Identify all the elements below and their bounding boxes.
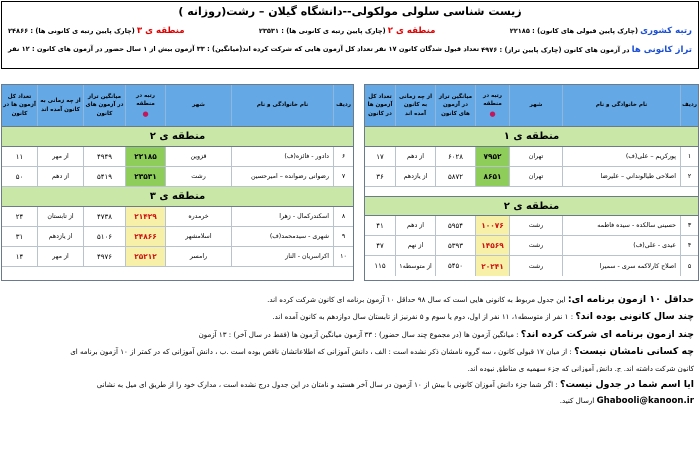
table-header (2, 85, 353, 127)
page-title: زیست شناسی سلولی مولکولی--دانشگاه گیلان – رشت(روزانه ) (178, 5, 522, 18)
notes-section (4, 295, 694, 414)
col-rank: رتبه در منطقه ● (125, 85, 165, 126)
col-name: نام خانوادگی و نام (562, 85, 680, 126)
table-row: ۲ اصلاحی طیالونداني – علیرضا تهران ۸۶۵۱ ۵۸۷۲ از یازدهم ۳۶ (365, 167, 698, 187)
table-row: ۷ رضوانی رضوانده – امیرحسین رشت ۲۳۵۳۱ ۵۴۱۹ از دهم ۵۰ (2, 167, 353, 187)
table-row: ۸ اسکندرکمال - زهرا خرمدره ۲۱۴۲۹ ۴۷۳۸ از تابستان ۲۴ (2, 207, 353, 227)
note-not-listed: آیا اسم شما در جدول نیست؟ : اگر شما جزء دانش آموزان کانونی با بیش از ۱۰ آزمون در سال آخر هستید و نامتان در این جدول درج نشده است ، مدارک خود را از طریق ای میل به نشانی Ghabooli@kanoon.ir ارسال کنید. (96, 379, 694, 406)
national-rank: رتبه کشوری (چارک پایین قبولی های کانون) : ۲۲۱۸۵ (509, 26, 692, 36)
col-taraz: میانگین تراز در آزمون های کانون (435, 85, 475, 126)
col-city: شهر (165, 85, 231, 126)
table-row: ۵ اصلاح کارلاکمه سری - سمیرا رشت ۲۰۲۴۱ ۵۴۵۰ از متوسطه۱ ۱۱۵ (365, 256, 698, 276)
avg-exams: تعداد کل آزمون هایی که شرکت کرده اند(میانگین) : ۳۳ آزمون (174, 45, 373, 53)
note-min-exams: حداقل ۱۰ آزمون برنامه ای: این جدول مربوط به کانونی هایی است که سال ۹۸ حداقل ۱۰ آزمون برنامه ای کانون شرکت کرده اند. (267, 295, 694, 305)
results-table-left (1, 84, 354, 281)
region2-rank: منطقه ی ۲ (چارک پایین رتبه ی کانونی ها) : ۲۳۵۳۱ (258, 26, 436, 36)
table-row: ۹ شهری - سیدمحمد(ف) اسلامشهر ۲۴۸۶۶ ۵۱۰۶ از یازدهم ۳۱ (2, 227, 353, 247)
taraz-summary: تراز کانونی ها در آزمون های کانون (چارک پایین تراز) : ۴۹۷۶ (481, 45, 692, 55)
col-idx: ردیف (333, 85, 353, 126)
table-row: ۳ حسینی سالکده - سیده فاطمه رشت ۱۰۰۷۶ ۵۹۵۴ از دهم ۴۱ (365, 216, 698, 236)
col-count: تعداد کل آزمون ها در کانون (367, 94, 393, 117)
results-table-right (364, 84, 699, 281)
table-row: ۶ دادور - فائزه(ف) قزوین ۲۲۱۸۵ ۴۹۴۹ از مهر ۱۱ (2, 147, 353, 167)
table-header (365, 85, 698, 127)
summary-header (1, 1, 699, 69)
col-count: تعداد کل آزمون ها در کانون (3, 94, 36, 117)
col-rank: رتبه در منطقه ● (475, 85, 509, 126)
email-link[interactable]: Ghabooli@kanoon.ir (596, 396, 694, 406)
col-since: از چه زمانی به کانون آمده اند (395, 85, 435, 126)
accepted-count: تعداد قبول شدگان کانون ۱۷ نفر (374, 45, 480, 53)
summary-row-ranks (8, 26, 692, 36)
table-row: ۱۰ اکراسریان - الناز رامسر ۲۵۲۱۲ ۴۹۷۶ از مهر ۱۴ (2, 247, 353, 267)
table-row: ۱ پورکریم – علی(ف) تهران ۷۹۵۲ ۶۰۲۸ از دهم ۱۷ (365, 147, 698, 167)
table-row: ۴ عیدی - علی(ف) رشت ۱۴۵۶۹ ۵۳۹۳ از نهم ۴۷ (365, 236, 698, 256)
region-3-heading: منطقه ی ۳ (2, 187, 353, 207)
region-2-heading: منطقه ی ۲ (2, 127, 353, 147)
region-1-heading: منطقه ی ۱ (365, 127, 698, 147)
note-missing-names: چه کسانی نامشان نیست؟ : از میان ۱۷ قبولی کانون ، سه گروه نامشان ذکر نشده است : الف ، دانش آموزانی که اطلاعاتشان ناقص بوده است .ب ، دانش آموزانی که در کمتر از ۱۰ آزمون برنامه ای کانون شرکت داشته اند. ج. دانش آموزانی که جزء سهمیه ی مناطق نبوده اند. (70, 347, 694, 372)
note-years: چند سال کانونی بوده اند؟ : ۱ نفر از متوسطه۱، ۱۱ نفر از اول، دوم یا سوم و ۵ نفرنیز از تابستان سال دوازدهم به کانون آمده اند. (272, 312, 694, 322)
col-since: از چه زمانی به کانون آمده اند (37, 85, 83, 126)
region3-rank: منطقه ی ۳ (چارک پایین رتبه ی کانونی ها) : ۲۴۸۶۶ (8, 26, 185, 36)
summary-row-stats (8, 45, 692, 55)
col-taraz: میانگین تراز در آزمون های کانون (83, 85, 125, 126)
region-2-heading: منطقه ی ۲ (365, 196, 698, 216)
col-name: نام خانوادگی و نام (231, 85, 333, 126)
attendance-count: بیش از ۱ سال حضور در آزمون های کانون : ۱۲ نفر (8, 45, 173, 53)
col-idx: ردیف (680, 85, 698, 126)
note-exam-count: چند آزمون برنامه ای شرکت کرده اند؟ : میانگین آزمون ها (در مجموع چند سال حضور) : ۳۳ آزمون میانگین آزمون ها (فقط در سال آخر) : ۱۳ آزمون (198, 329, 694, 340)
col-city: شهر (509, 85, 562, 126)
